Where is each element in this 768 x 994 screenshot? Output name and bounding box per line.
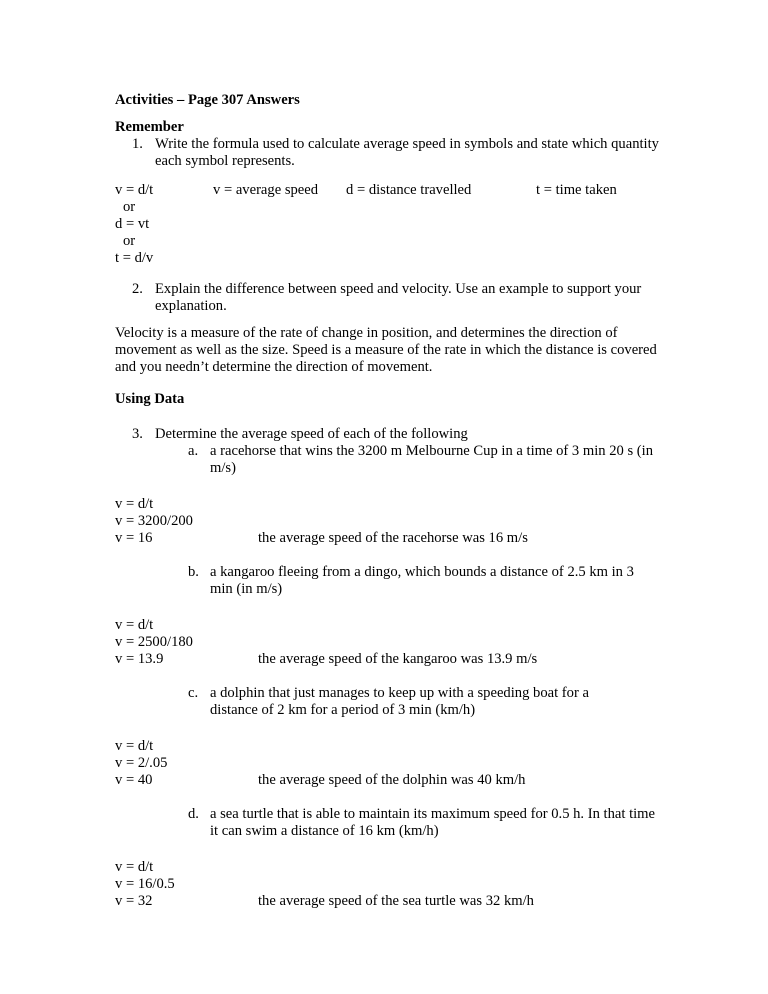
working-line: v = 40 <box>115 772 153 788</box>
formula-line: v = d/t <box>115 182 154 198</box>
part-b-answer: the average speed of the kangaroo was 13.9 m/s <box>258 651 538 667</box>
part-c-answer: the average speed of the dolphin was 40 km/h <box>258 772 526 788</box>
question-2-number: 2. <box>132 281 143 297</box>
formula-line: d = vt <box>115 216 150 232</box>
question-3-text: Determine the average speed of each of the following <box>155 426 468 442</box>
working-line: v = 3200/200 <box>115 513 193 529</box>
question-1-text: Write the formula used to calculate average speed in symbols and state which quantity each symbol represents. <box>155 136 659 169</box>
part-d-answer: the average speed of the sea turtle was 32 km/h <box>258 893 534 909</box>
v-definition: v = average speed <box>213 182 319 198</box>
part-d-working <box>115 859 175 910</box>
question-2-text: Explain the difference between speed and velocity. Use an example to support your explanation. <box>155 281 642 314</box>
part-a-letter: a. <box>188 443 199 459</box>
question-1-number: 1. <box>132 136 143 152</box>
part-c-working <box>115 738 167 789</box>
working-line: v = 2500/180 <box>115 634 193 650</box>
formula-line: or <box>123 233 136 249</box>
working-line: v = d/t <box>115 859 154 875</box>
remember-heading: Remember <box>115 119 184 135</box>
part-b-working <box>115 617 193 668</box>
working-line: v = 2/.05 <box>115 755 168 771</box>
using-data-heading: Using Data <box>115 391 185 407</box>
working-line: v = d/t <box>115 738 154 754</box>
question-2-answer: Velocity is a measure of the rate of change in position, and determines the direction of movement as well as the size. Speed is a measure of the rate in which the distance is covered and you needn’t determine the direction of movement. <box>115 325 657 375</box>
part-d-text: a sea turtle that is able to maintain its maximum speed for 0.5 h. In that time it can swim a distance of 16 km (km/h) <box>210 806 656 839</box>
part-a-text: a racehorse that wins the 3200 m Melbourne Cup in a time of 3 min 20 s (in m/s) <box>210 443 653 476</box>
working-line: v = 16/0.5 <box>115 876 175 892</box>
part-b-text: a kangaroo fleeing from a dingo, which bounds a distance of 2.5 km in 3 min (in m/s) <box>210 564 634 597</box>
question-3-number: 3. <box>132 426 143 442</box>
t-definition: t = time taken <box>536 182 617 198</box>
working-line: v = 16 <box>115 530 153 546</box>
d-definition: d = distance travelled <box>346 182 472 198</box>
part-a-working <box>115 496 193 547</box>
part-b-letter: b. <box>188 564 199 580</box>
working-line: v = d/t <box>115 496 154 512</box>
working-line: v = 32 <box>115 893 153 909</box>
working-line: v = 13.9 <box>115 651 164 667</box>
part-a-answer: the average speed of the racehorse was 16 m/s <box>258 530 528 546</box>
part-c-text: a dolphin that just manages to keep up with a speeding boat for a distance of 2 km for a period of 3 min (km/h) <box>210 685 589 718</box>
formula-list <box>115 182 153 267</box>
page-title: Activities – Page 307 Answers <box>115 92 300 108</box>
part-d-letter: d. <box>188 806 199 822</box>
working-line: v = d/t <box>115 617 154 633</box>
part-c-letter: c. <box>188 685 199 701</box>
formula-line: t = d/v <box>115 250 154 266</box>
formula-line: or <box>123 199 136 215</box>
